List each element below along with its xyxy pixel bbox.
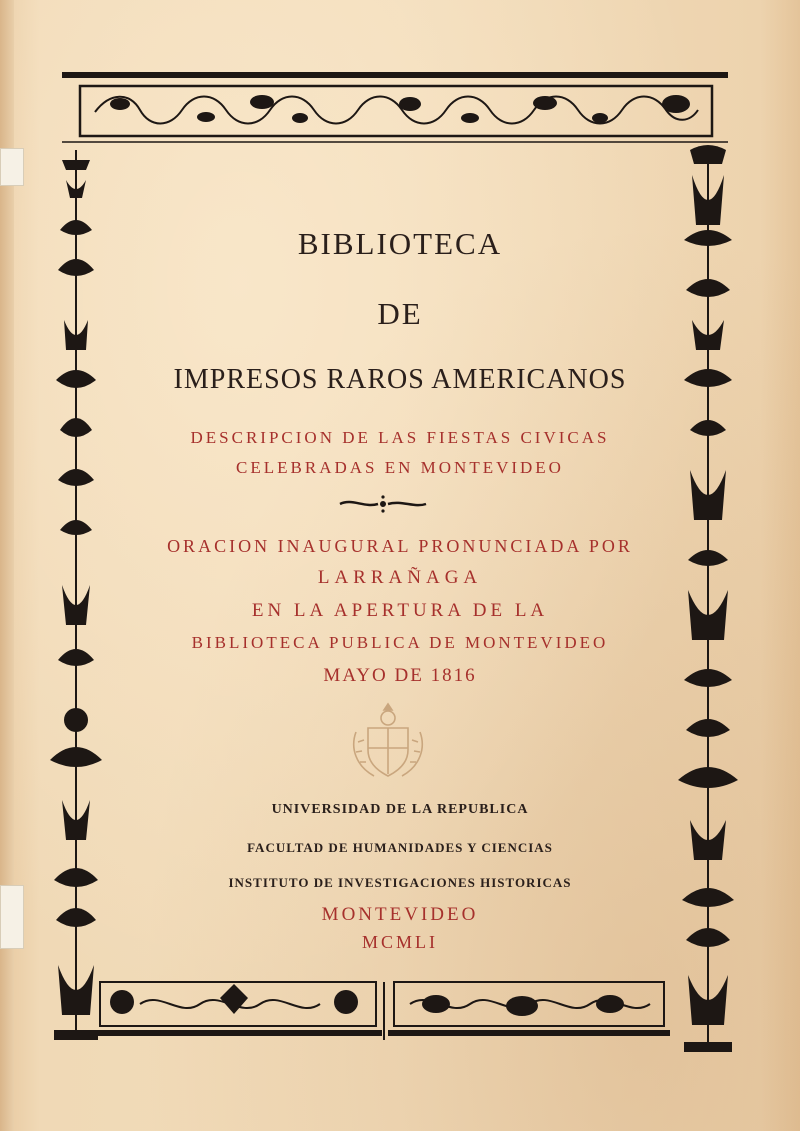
- faculty-name: FACULTAD DE HUMANIDADES Y CIENCIAS: [247, 840, 553, 855]
- publication-year: MCMLI: [361, 932, 438, 952]
- oration-line-1: ORACION INAUGURAL PRONUNCIADA POR: [167, 536, 633, 556]
- title-line-1: BIBLIOTECA: [297, 226, 503, 261]
- publication-city: MONTEVIDEO: [321, 904, 479, 925]
- university-name: UNIVERSIDAD DE LA REPUBLICA: [271, 802, 529, 817]
- oration-line-3: EN LA APERTURA DE LA: [251, 600, 549, 621]
- description-line-2: CELEBRADAS EN MONTEVIDEO: [236, 458, 564, 477]
- coat-of-arms-seal-icon: [348, 698, 428, 782]
- oration-author: LARRAÑAGA: [317, 567, 483, 588]
- title-line-3: IMPRESOS RAROS AMERICANOS: [173, 364, 627, 395]
- description-line-1: DESCRIPCION DE LAS FIESTAS CIVICAS: [190, 428, 610, 447]
- title-line-2: DE: [377, 296, 423, 331]
- ornamental-divider-icon: [338, 494, 428, 514]
- oration-line-4: BIBLIOTECA PUBLICA DE MONTEVIDEO: [191, 633, 609, 652]
- institute-name: INSTITUTO DE INVESTIGACIONES HISTORICAS: [228, 875, 572, 890]
- oration-date: MAYO DE 1816: [323, 665, 477, 686]
